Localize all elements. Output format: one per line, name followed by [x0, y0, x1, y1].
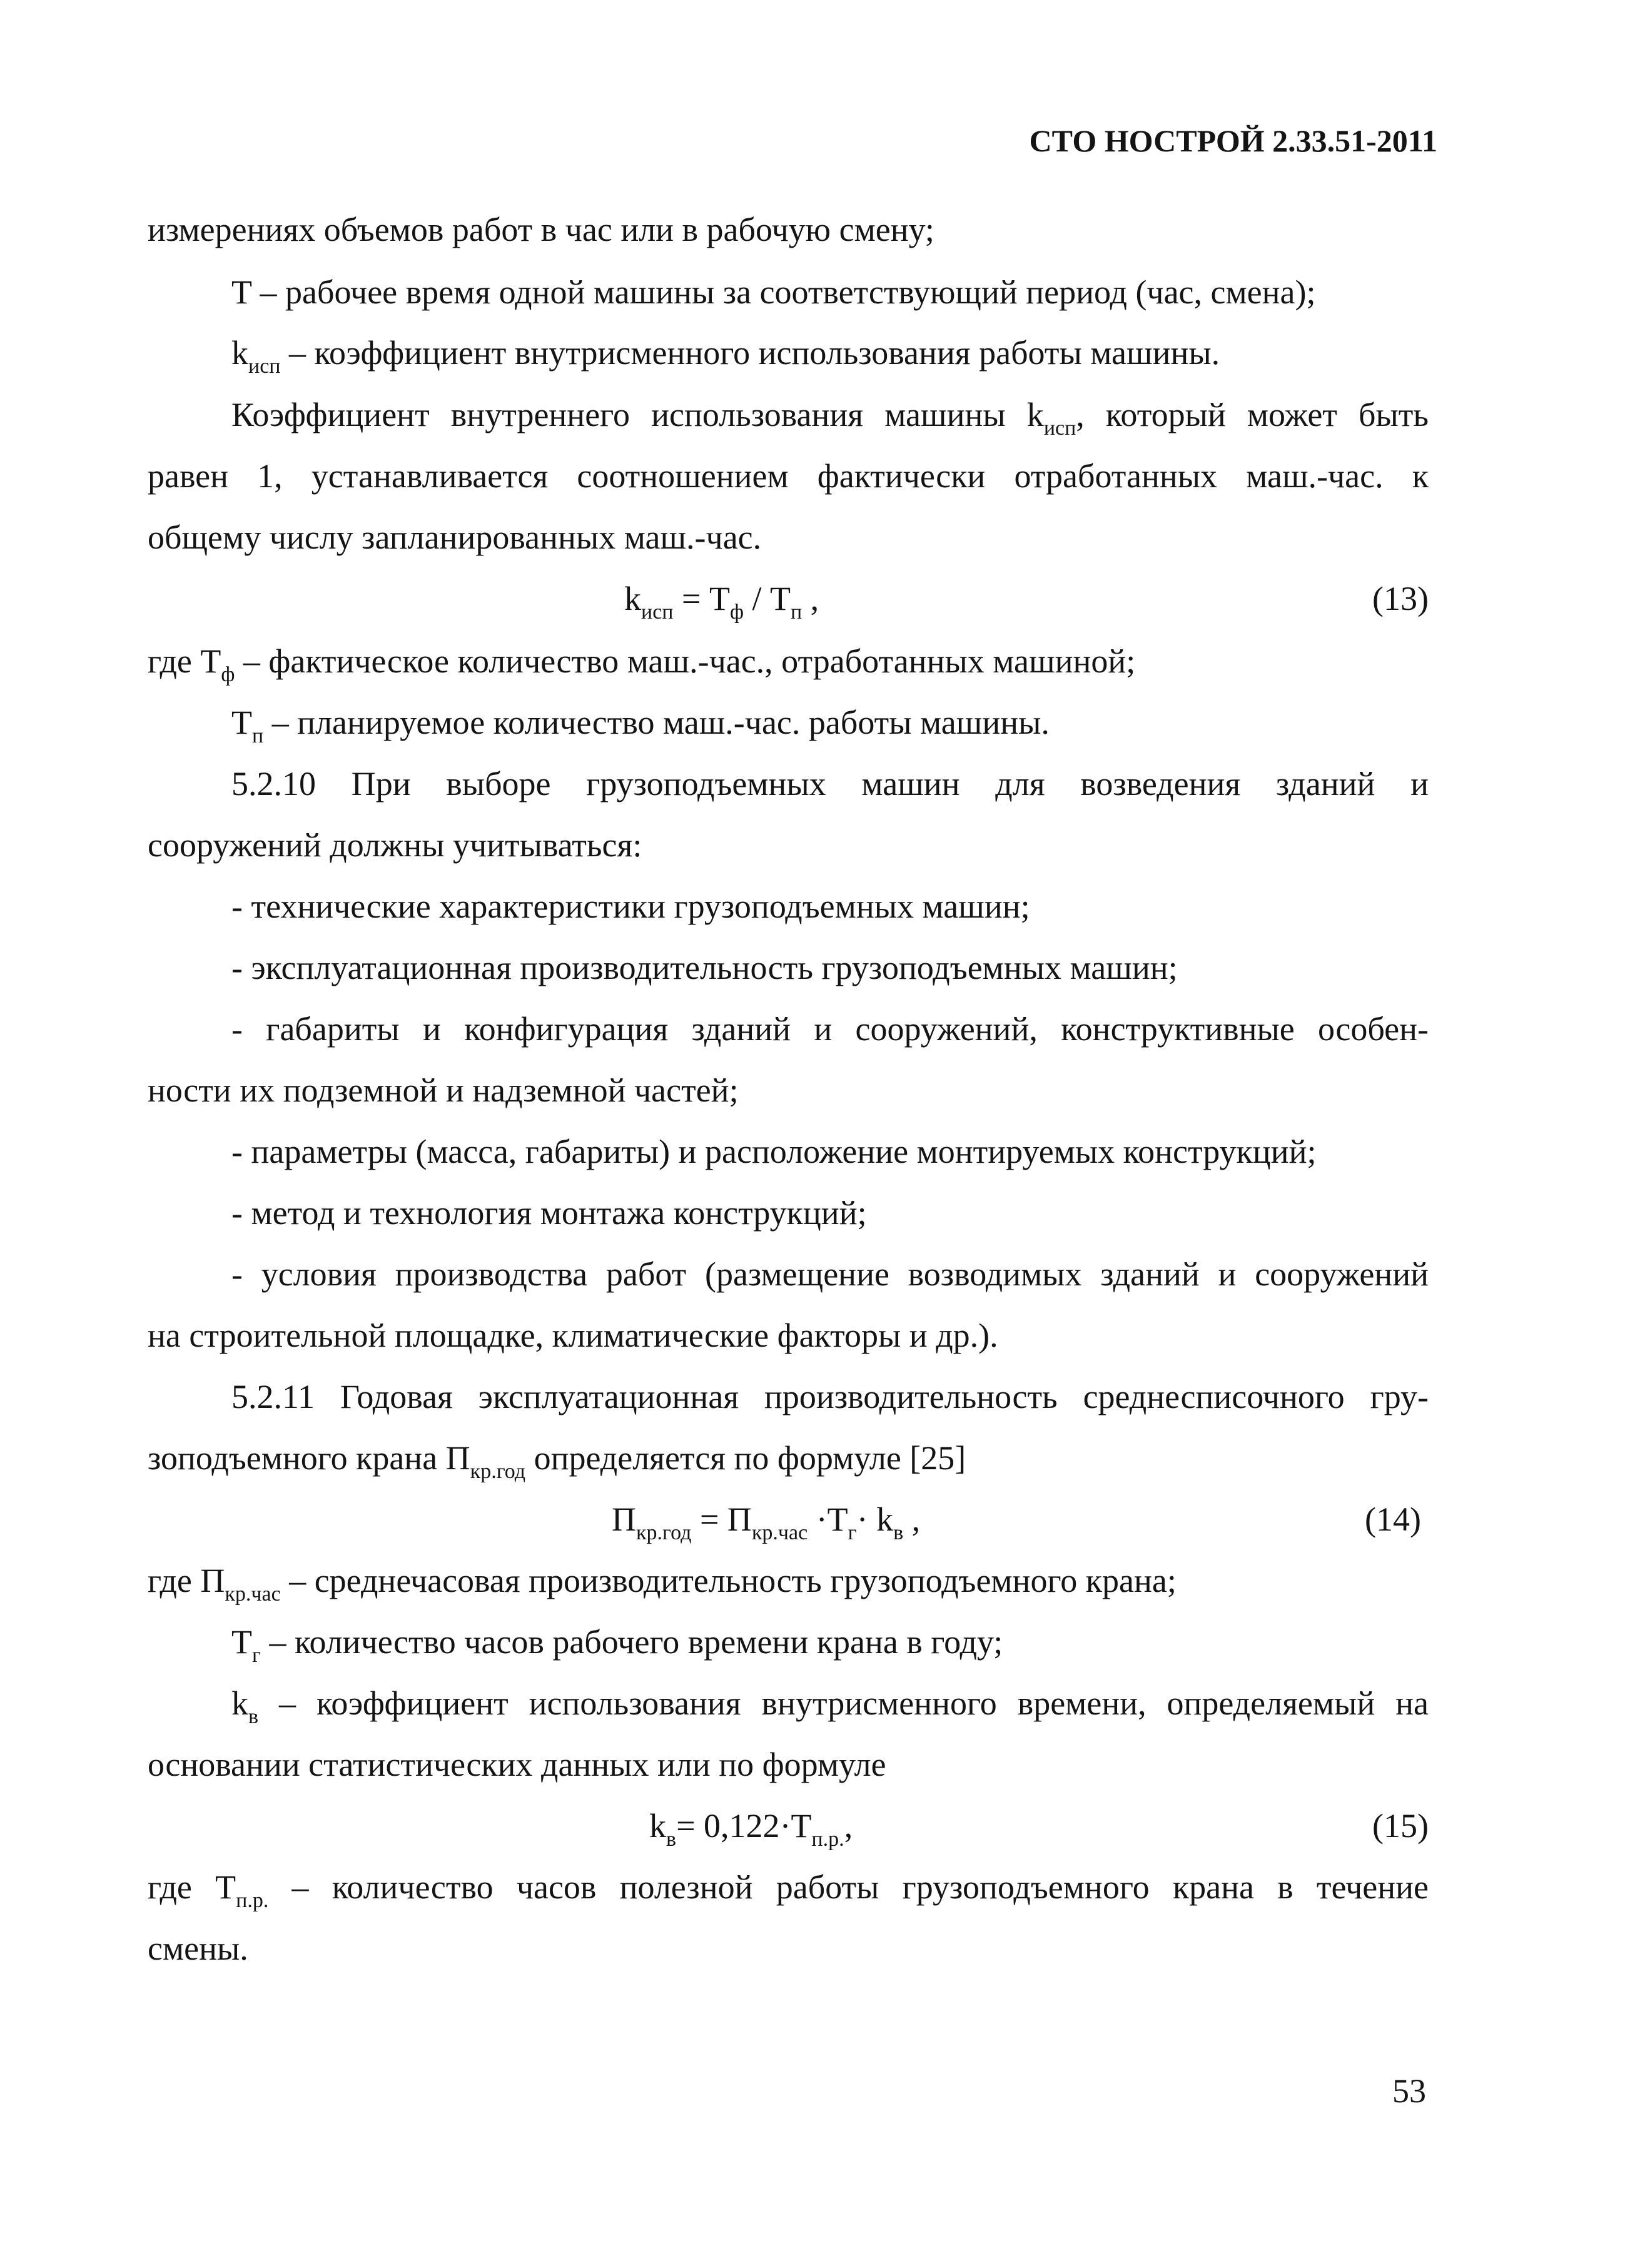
subscript: п [252, 724, 264, 747]
definition-T-g [231, 1623, 1429, 1667]
text: - эксплуатационная производительность грузоподъемных машин; [231, 949, 1178, 986]
document-header: СТО НОСТРОЙ 2.33.51-2011 [1029, 123, 1437, 158]
text: где T [148, 642, 221, 680]
subscript: г [252, 1644, 261, 1667]
symbol: , [844, 1807, 853, 1845]
list-item-continuation [148, 1319, 1429, 1352]
list-item [231, 1012, 1429, 1046]
section-5-2-10 [231, 767, 1429, 801]
list-item [231, 1257, 1429, 1291]
symbol: П [612, 1501, 636, 1538]
subscript: г [848, 1521, 857, 1544]
symbol: ·T [807, 1501, 848, 1538]
symbol: T [231, 1623, 252, 1661]
symbol: , [903, 1501, 921, 1538]
text: – фактическое количество маш.-час., отработанных машиной; [235, 642, 1136, 680]
subscript: кр.год [470, 1460, 526, 1483]
text: – планируемое количество маш.-час. работы машины. [263, 704, 1050, 741]
equation-number: (15) [1372, 1807, 1429, 1845]
definition-T [231, 275, 1429, 309]
definition-k-v [231, 1684, 1429, 1728]
subscript: исп [1043, 417, 1076, 440]
symbol: / T [743, 580, 791, 617]
text: - габариты и конфигурация зданий и сооружений, конструктивные особен- [231, 1010, 1429, 1048]
paragraph-line [148, 1439, 1429, 1483]
formula-13 [624, 580, 819, 624]
subscript: ф [221, 663, 235, 686]
text: основании статистических данных или по формуле [148, 1746, 886, 1783]
text: 5.2.10 При выборе грузоподъемных машин для возведения зданий и [231, 765, 1429, 802]
symbol: k [624, 580, 641, 617]
text: - условия производства работ (размещение возводимых зданий и сооружений [231, 1255, 1429, 1293]
text: ности их подземной и надземной частей; [148, 1071, 739, 1109]
definition-T-pr [148, 1868, 1429, 1912]
text: где П [148, 1562, 225, 1599]
symbol: = T [673, 580, 730, 617]
text: - технические характеристики грузоподъемных машин; [231, 888, 1030, 925]
text-line [148, 213, 1429, 246]
subscript: в [666, 1828, 677, 1851]
definition-T-f [148, 642, 1429, 686]
subscript: исп [641, 600, 674, 624]
text: , который может быть [1076, 396, 1429, 433]
subscript: кр.час [751, 1521, 808, 1544]
symbol: , [802, 580, 819, 617]
paragraph-line [148, 459, 1429, 493]
symbol: · k [856, 1501, 894, 1538]
text: – коэффициент внутрисменного использования работы машины. [280, 334, 1220, 372]
subscript: в [893, 1521, 904, 1544]
subscript: кр.час [225, 1582, 281, 1606]
subscript: п [790, 600, 802, 624]
text: равен 1, устанавливается соотношением фактически отработанных маш.-час. к [148, 457, 1429, 495]
text: определяется по формуле [25] [525, 1439, 966, 1477]
list-item [231, 951, 1429, 985]
list-item [231, 1196, 1429, 1230]
page-number: 53 [1392, 2072, 1426, 2110]
text: – количество часов рабочего времени крана в году; [260, 1623, 1003, 1661]
symbol: k [231, 334, 248, 372]
text: - метод и технология монтажа конструкций; [231, 1194, 867, 1232]
subscript: в [248, 1705, 259, 1728]
text: сооружений должны учитываться: [148, 826, 642, 864]
equation-number: (14) [1365, 1501, 1421, 1538]
paragraph-line [148, 1748, 1429, 1781]
text: T – рабочее время одной машины за соответствующий период (час, смена); [231, 273, 1316, 311]
text: где T [148, 1868, 236, 1906]
text: - параметры (масса, габариты) и расположение монтируемых конструкций; [231, 1133, 1317, 1170]
formula-14 [612, 1501, 921, 1544]
subscript: п.р. [236, 1889, 269, 1912]
list-item-continuation [148, 1073, 1429, 1107]
text: – среднечасовая производительность грузоподъемного крана; [280, 1562, 1177, 1599]
text: измерениях объемов работ в час или в рабочую смену; [148, 211, 934, 248]
definition-k-isp [231, 334, 1429, 378]
list-item [231, 889, 1429, 923]
formula-15 [649, 1807, 853, 1851]
text: общему числу запланированных маш.-час. [148, 519, 762, 556]
list-item [231, 1135, 1429, 1168]
text: 5.2.11 Годовая эксплуатационная производительность среднесписочного гру- [231, 1378, 1429, 1415]
subscript: исп [248, 355, 281, 378]
definition-P-kr-chas [148, 1562, 1429, 1606]
symbol: = 0,122·T [676, 1807, 812, 1845]
text: на строительной площадке, климатические факторы и др.). [148, 1317, 998, 1354]
text: зоподъемного крана П [148, 1439, 470, 1477]
symbol: = П [691, 1501, 752, 1538]
symbol: k [231, 1684, 248, 1722]
symbol: k [649, 1807, 666, 1845]
text: Коэффициент внутреннего использования машины k [231, 396, 1044, 433]
section-5-2-11 [231, 1380, 1429, 1414]
paragraph-line [148, 828, 1429, 862]
paragraph-line [231, 396, 1429, 440]
symbol: T [231, 704, 252, 741]
text: смены. [148, 1930, 248, 1967]
equation-number: (13) [1372, 580, 1429, 617]
text: – коэффициент использования внутрисменного времени, определяемый на [258, 1684, 1429, 1722]
subscript: кр.год [636, 1521, 692, 1544]
subscript: п.р. [811, 1828, 844, 1851]
paragraph-line [148, 520, 1429, 554]
paragraph-line [148, 1931, 1429, 1965]
definition-T-p [231, 704, 1429, 747]
text: – количество часов полезной работы грузоподъемного крана в течение [268, 1868, 1429, 1906]
subscript: ф [729, 600, 744, 624]
